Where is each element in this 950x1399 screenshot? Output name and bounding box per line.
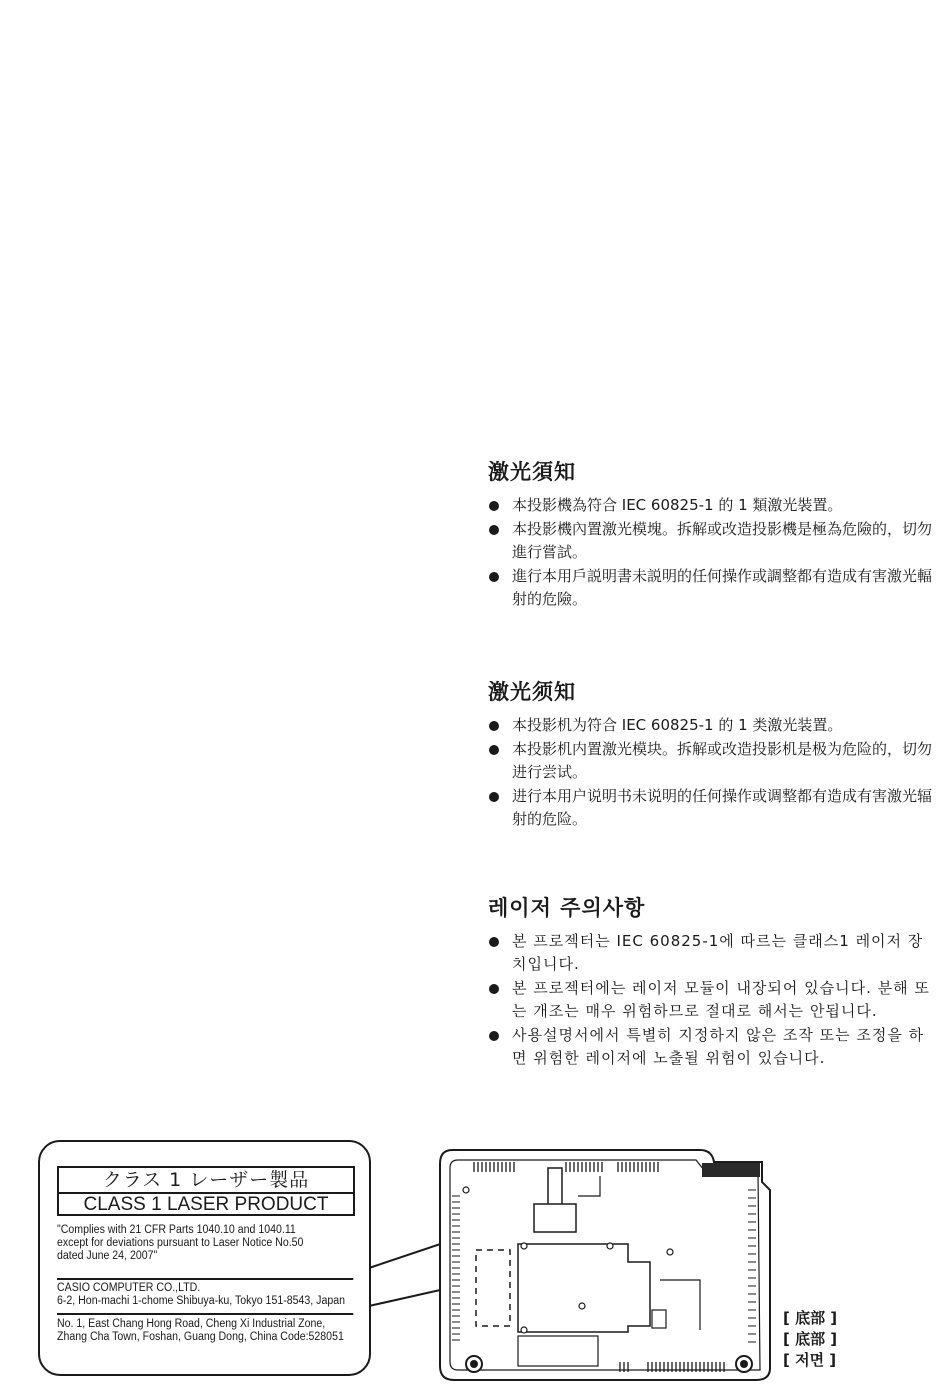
item-text: 本投影机内置激光模块。拆解或改造投影机是极为危险的，切勿进行尝试。 <box>512 740 933 781</box>
view-labels <box>783 1308 837 1371</box>
compliance-statement <box>57 1224 333 1263</box>
view-label-ko: [ 저면 ] <box>783 1351 837 1369</box>
compliance-line: except for deviations pursuant to Laser Notice No.50 <box>57 1237 304 1249</box>
item-text: 进行本用户说明书未说明的任何操作或调整都有造成有害激光辐射的危险。 <box>512 787 933 828</box>
item-text: 進行本用戶説明書未説明的任何操作或調整都有造成有害激光輻射的危險。 <box>512 567 933 608</box>
section-title: 레이저 주의사항 <box>488 896 646 920</box>
company-address: 6-2, Hon-machi 1-chome Shibuya-ku, Tokyo 151-8543, Japan <box>57 1295 345 1307</box>
class-jp-text: クラス 1 レーザー製品 <box>102 1169 310 1191</box>
view-label-sc: [ 底部 ] <box>783 1330 838 1348</box>
class-en-text: CLASS 1 LASER PRODUCT <box>59 1192 353 1216</box>
item-text: 本投影機內置激光模塊。拆解或改造投影機是極為危險的，切勿進行嘗試。 <box>512 520 933 561</box>
stand-arm <box>548 1168 562 1208</box>
section-title: 激光须知 <box>488 680 576 704</box>
compliance-line: dated June 24, 2007" <box>57 1250 158 1262</box>
item-text: 本投影機為符合 IEC 60825-1 的 1 類激光裝置。 <box>512 496 843 514</box>
label-location-marker <box>476 1250 510 1326</box>
item-text: 본 프로젝터에는 레이저 모듈이 내장되어 있습니다. 분해 또는 개조는 매우 위험하므로 절대로 해서는 안됩니다. <box>512 979 930 1020</box>
manufacturer-info <box>57 1278 353 1308</box>
section-title: 激光須知 <box>488 460 576 484</box>
stand-foot <box>534 1204 576 1232</box>
item-text: 本投影机为符合 IEC 60825-1 的 1 类激光装置。 <box>512 716 843 734</box>
view-label-tc: [ 底部 ] <box>783 1309 838 1327</box>
item-text: 사용설명서에서 특별히 지정하지 않은 조작 또는 조정을 하면 위험한 레이저에 노출될 위험이 있습니다. <box>512 1026 925 1067</box>
factory-address <box>57 1313 353 1344</box>
factory-line: No. 1, East Chang Hong Road, Cheng Xi Industrial Zone, <box>57 1318 326 1330</box>
compliance-line: "Complies with 21 CFR Parts 1040.10 and 1040.11 <box>57 1224 296 1236</box>
class-box <box>57 1166 355 1216</box>
company-name: CASIO COMPUTER CO.,LTD. <box>57 1282 201 1294</box>
item-text: 본 프로젝터는 IEC 60825-1에 따르는 클래스1 레이저 장치입니다. <box>512 932 924 973</box>
laser-product-label <box>38 1140 371 1376</box>
factory-line: Zhang Cha Town, Foshan, Guang Dong, China Code:528051 <box>57 1331 344 1343</box>
lens-area <box>702 1163 760 1177</box>
vent-top-icon <box>474 1162 658 1172</box>
